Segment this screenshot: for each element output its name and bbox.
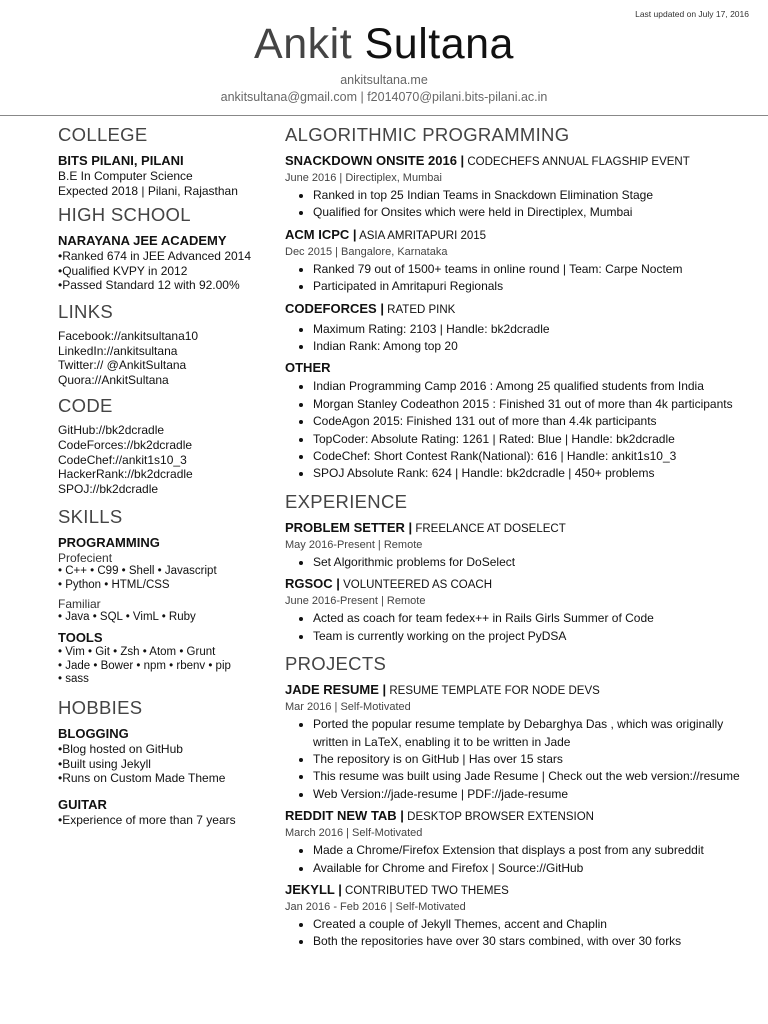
entry-meta: Jan 2016 - Feb 2016 | Self-Motivated	[285, 900, 466, 913]
list-item: • Ported the popular resume template by Debarghya Das , which was originally written in LaTeX, enabling it to be written in Jade	[313, 716, 755, 751]
entry-tag: VOLUNTEERED AS COACH	[339, 579, 493, 592]
entry-acm-icpc	[285, 226, 755, 296]
algo-heading: ALGORITHMIC PROGRAMMING	[285, 124, 570, 145]
entry-title	[285, 575, 755, 594]
header-divider	[0, 115, 768, 116]
list-item: •Built using Jekyll	[58, 756, 151, 771]
entry-bullets	[285, 554, 755, 571]
list-item: • SPOJ Absolute Rank: 624 | Handle: bk2dcradle | 450+ problems	[313, 465, 755, 482]
list-item: • Ranked 79 out of 1500+ teams in online round | Team: Carpe Noctem	[313, 261, 755, 278]
links-heading: LINKS	[58, 300, 113, 322]
college-degree: B.E In Computer Science	[58, 169, 193, 183]
list-item: • Both the repositories have over 30 stars combined, with over 30 forks	[313, 933, 755, 950]
last-updated: Last updated on July 17, 2016	[635, 9, 749, 19]
entry-meta: June 2016 | Directiplex, Mumbai	[285, 172, 442, 184]
entry-meta: Dec 2015 | Bangalore, Karnataka	[285, 245, 448, 258]
facebook-link[interactable]: Facebook://ankitsultana10	[58, 328, 199, 343]
entry-title	[285, 807, 755, 826]
list-item: • This resume was built using Jade Resume | Check out the web version://resume	[313, 768, 755, 785]
entry-title	[285, 681, 755, 700]
entry-bullets	[285, 842, 755, 877]
website-link[interactable]: ankitsultana.me	[340, 73, 428, 87]
twitter-link[interactable]: Twitter:// @AnkitSultana	[58, 358, 187, 373]
list-item: • Participated in Amritapuri Regionals	[313, 278, 755, 295]
entry-title-text: JADE RESUME |	[285, 682, 387, 698]
tools-line: • sass	[58, 673, 89, 686]
list-item: • Web Version://jade-resume | PDF://jade-resume	[313, 786, 755, 803]
college-expected: Expected 2018 | Pilani, Rajasthan	[58, 183, 238, 198]
high-school-heading: HIGH SCHOOL	[58, 204, 191, 226]
list-item: • Acted as coach for team fedex++ in Rails Girls Summer of Code	[313, 610, 755, 627]
linkedin-link[interactable]: LinkedIn://ankitsultana	[58, 343, 178, 358]
skills-line: • C++ • C99 • Shell • Javascript	[58, 565, 217, 578]
experience-heading: EXPERIENCE	[285, 490, 408, 512]
github-link[interactable]: GitHub://bk2dcradle	[58, 423, 165, 438]
list-item: • Ranked in top 25 Indian Teams in Snackdown Elimination Stage	[313, 187, 755, 204]
tools-line: • Vim • Git • Zsh • Atom • Grunt	[58, 645, 216, 658]
list-item: •Qualified KVPY in 2012	[58, 263, 188, 278]
entry-meta: Mar 2016 | Self-Motivated	[285, 701, 411, 714]
entry-codeforces	[285, 300, 755, 356]
skills-line: • Python • HTML/CSS	[58, 579, 170, 592]
entry-bullets	[285, 916, 755, 951]
list-item: • TopCoder: Absolute Rating: 1261 | Rated: Blue | Handle: bk2dcradle	[313, 431, 755, 448]
list-item: •Passed Standard 12 with 92.00%	[58, 278, 240, 293]
email-links[interactable]: ankitsultana@gmail.com | f2014070@pilani.bits-pilani.ac.in	[220, 90, 548, 104]
spoj-link[interactable]: SPOJ://bk2dcradle	[58, 481, 159, 496]
entry-meta: May 2016-Present | Remote	[285, 538, 423, 551]
entry-tag: RATED PINK	[383, 303, 456, 316]
entry-title: OTHER	[285, 360, 331, 376]
entry-title-text: SNACKDOWN ONSITE 2016 |	[285, 153, 465, 168]
code-list	[58, 423, 258, 496]
entry-reddit-new-tab	[285, 807, 755, 877]
list-item: • CodeChef: Short Contest Rank(National): 616 | Handle: ankit1s10_3	[313, 448, 755, 465]
list-item: • CodeAgon 2015: Finished 131 out of more than 4.4k participants	[313, 413, 755, 430]
resume-name	[0, 18, 768, 70]
entry-bullets	[285, 716, 755, 803]
high-school-name: NARAYANA JEE ACADEMY	[58, 233, 227, 249]
code-heading: CODE	[58, 395, 113, 417]
list-item: •Experience of more than 7 years	[58, 812, 236, 827]
first-name: Ankit	[254, 20, 353, 68]
entry-title	[285, 300, 755, 319]
skills-heading: SKILLS	[58, 506, 123, 528]
entry-bullets	[285, 261, 755, 296]
list-item: •Runs on Custom Made Theme	[58, 771, 226, 786]
entry-title	[285, 881, 755, 900]
entry-title-text: CODEFORCES |	[285, 300, 384, 316]
entry-tag: DESKTOP BROWSER EXTENSION	[403, 811, 594, 824]
familiar-label: Familiar	[58, 596, 101, 611]
list-item: • Made a Chrome/Firefox Extension that displays a post from any subreddit	[313, 842, 755, 859]
right-column	[285, 124, 755, 951]
entry-jade-resume	[285, 681, 755, 803]
entry-title-text: RGSOC |	[285, 576, 340, 592]
list-item: • Qualified for Onsites which were held in Directiplex, Mumbai	[313, 204, 755, 221]
list-item: • Created a couple of Jekyll Themes, accent and Chaplin	[313, 916, 755, 933]
entry-bullets	[285, 610, 755, 645]
list-item: • Morgan Stanley Codeathon 2015 : Finished 31 out of more than 4k participants	[313, 396, 755, 413]
entry-title-text: ACM ICPC |	[285, 226, 357, 242]
last-name: Sultana	[364, 20, 514, 68]
list-item: • Team is currently working on the project PyDSA	[313, 628, 755, 645]
entry-title-text: REDDIT NEW TAB |	[285, 808, 404, 824]
codeforces-link[interactable]: CodeForces://bk2dcradle	[58, 437, 193, 452]
list-item: • The repository is on GitHub | Has over 15 stars	[313, 751, 755, 768]
guitar-subheading: GUITAR	[58, 796, 107, 812]
entry-bullets	[285, 187, 755, 222]
list-item: •Ranked 674 in JEE Advanced 2014	[58, 249, 252, 264]
list-item: • Maximum Rating: 2103 | Handle: bk2dcradle	[313, 321, 755, 338]
entry-title-text: JEKYLL |	[285, 881, 342, 897]
programming-subheading: PROGRAMMING	[58, 535, 160, 551]
college-heading: COLLEGE	[58, 124, 148, 145]
tools-subheading: TOOLS	[58, 629, 103, 645]
high-school-list	[58, 249, 258, 293]
entry-tag: ASIA AMRITAPURI 2015	[356, 229, 487, 242]
tools-line: • Jade • Bower • npm • rbenv • pip	[58, 659, 231, 672]
links-list	[58, 329, 258, 387]
codechef-link[interactable]: CodeChef://ankit1s10_3	[58, 452, 187, 467]
entry-tag: FREELANCE AT DOSELECT	[412, 522, 566, 535]
projects-heading: PROJECTS	[285, 653, 387, 675]
entry-tag: CODECHEFS ANNUAL FLAGSHIP EVENT	[464, 156, 690, 168]
entry-bullets	[285, 321, 755, 356]
entry-title	[285, 519, 755, 538]
entry-snackdown	[285, 152, 755, 222]
college-name: BITS PILANI, PILANI	[58, 153, 184, 168]
entry-meta: March 2016 | Self-Motivated	[285, 827, 423, 840]
entry-rgsoc	[285, 575, 755, 645]
hackerrank-link[interactable]: HackerRank://bk2dcradle	[58, 467, 193, 482]
quora-link[interactable]: Quora://AnkitSultana	[58, 372, 169, 387]
entry-tag: RESUME TEMPLATE FOR NODE DEVS	[386, 685, 600, 698]
profecient-label: Profecient	[58, 551, 113, 566]
entry-meta: June 2016-Present | Remote	[285, 595, 426, 608]
left-column	[58, 124, 258, 827]
entry-jekyll	[285, 881, 755, 951]
entry-bullets	[285, 378, 755, 482]
entry-tag: CONTRIBUTED TWO THEMES	[341, 884, 509, 897]
list-item: • Available for Chrome and Firefox | Source://GitHub	[313, 860, 755, 877]
entry-problem-setter	[285, 519, 755, 571]
entry-other	[285, 359, 755, 482]
skills-line: • Java • SQL • VimL • Ruby	[58, 610, 196, 623]
blogging-subheading: BLOGGING	[58, 726, 129, 742]
entry-title	[285, 226, 755, 245]
entry-title-text: PROBLEM SETTER |	[285, 519, 413, 535]
list-item: • Indian Rank: Among top 20	[313, 338, 755, 355]
list-item: • Indian Programming Camp 2016 : Among 25 qualified students from India	[313, 378, 755, 395]
list-item: • Set Algorithmic problems for DoSelect	[313, 554, 755, 571]
entry-title	[285, 152, 755, 171]
list-item: •Blog hosted on GitHub	[58, 742, 183, 757]
hobbies-heading: HOBBIES	[58, 697, 143, 719]
